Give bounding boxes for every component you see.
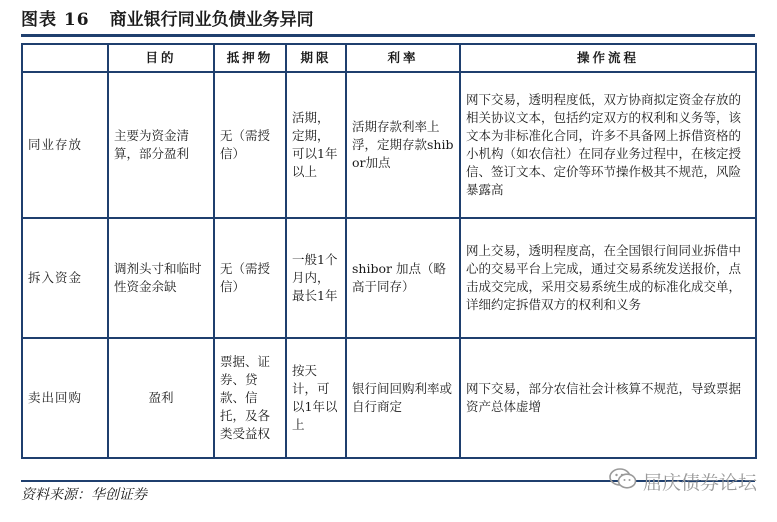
- cell-process: 网下交易，部分农信社会计核算不规范，导致票据资产总体虚增: [460, 338, 756, 458]
- cell-purpose: 盈利: [108, 338, 214, 458]
- header-cell-collateral: 抵押物: [214, 44, 286, 72]
- table-row: [22, 218, 756, 338]
- cell-process: 网下交易，透明程度低，双方协商拟定资金存放的相关协议文本，包括约定双方的权利和义务等，该文本为非标准化合同，许多不具备网上拆借资格的小机构（如农信社）在同存业务过程中，在核定授信、签订文本、定价等环节操作极其不规范，风险暴露高: [460, 72, 756, 218]
- cell-type: 同业存放: [22, 72, 108, 218]
- table-header-row: [22, 44, 756, 72]
- watermark-text: 屈庆债券论坛: [642, 472, 757, 494]
- cell-rate: 活期存款利率上浮，定期存款shibor加点: [346, 72, 460, 218]
- source-note: 资料来源：华创证券: [21, 487, 147, 503]
- wechat-icon: [609, 468, 643, 495]
- cell-type: 卖出回购: [22, 338, 108, 458]
- cell-type: 拆入资金: [22, 218, 108, 338]
- table-row: [22, 338, 756, 458]
- cell-process: 网上交易，透明程度高，在全国银行间同业拆借中心的交易平台上完成，通过交易系统发送报价，点击成交完成，采用交易系统生成的标准化成交单，详细约定拆借双方的权利和义务: [460, 218, 756, 338]
- header-cell-rate: 利率: [346, 44, 460, 72]
- cell-term: 按天计，可以1年以上: [286, 338, 346, 458]
- header-cell-process: 操作流程: [460, 44, 756, 72]
- cell-purpose: 主要为资金清算，部分盈利: [108, 72, 214, 218]
- figure-number: 图表 16: [21, 9, 90, 30]
- title-divider: [21, 34, 755, 37]
- figure-title-bar: [0, 0, 777, 34]
- header-cell-purpose: 目的: [108, 44, 214, 72]
- figure-title: 商业银行同业负债业务异同: [109, 9, 314, 30]
- cell-collateral: 无（需授信）: [214, 72, 286, 218]
- header-cell-term: 期限: [286, 44, 346, 72]
- cell-purpose: 调剂头寸和临时性资金余缺: [108, 218, 214, 338]
- cell-rate: shibor 加点（略高于同存）: [346, 218, 460, 338]
- cell-collateral: 票据、证券、贷款、信托，及各类受益权: [214, 338, 286, 458]
- table-row: [22, 72, 756, 218]
- cell-rate: 银行间回购利率或自行商定: [346, 338, 460, 458]
- cell-term: 一般1个月内，最长1年: [286, 218, 346, 338]
- watermark: [609, 468, 757, 495]
- comparison-table: [21, 43, 757, 459]
- cell-collateral: 无（需授信）: [214, 218, 286, 338]
- cell-term: 活期，定期，可以1年以上: [286, 72, 346, 218]
- header-cell-blank: [22, 44, 108, 72]
